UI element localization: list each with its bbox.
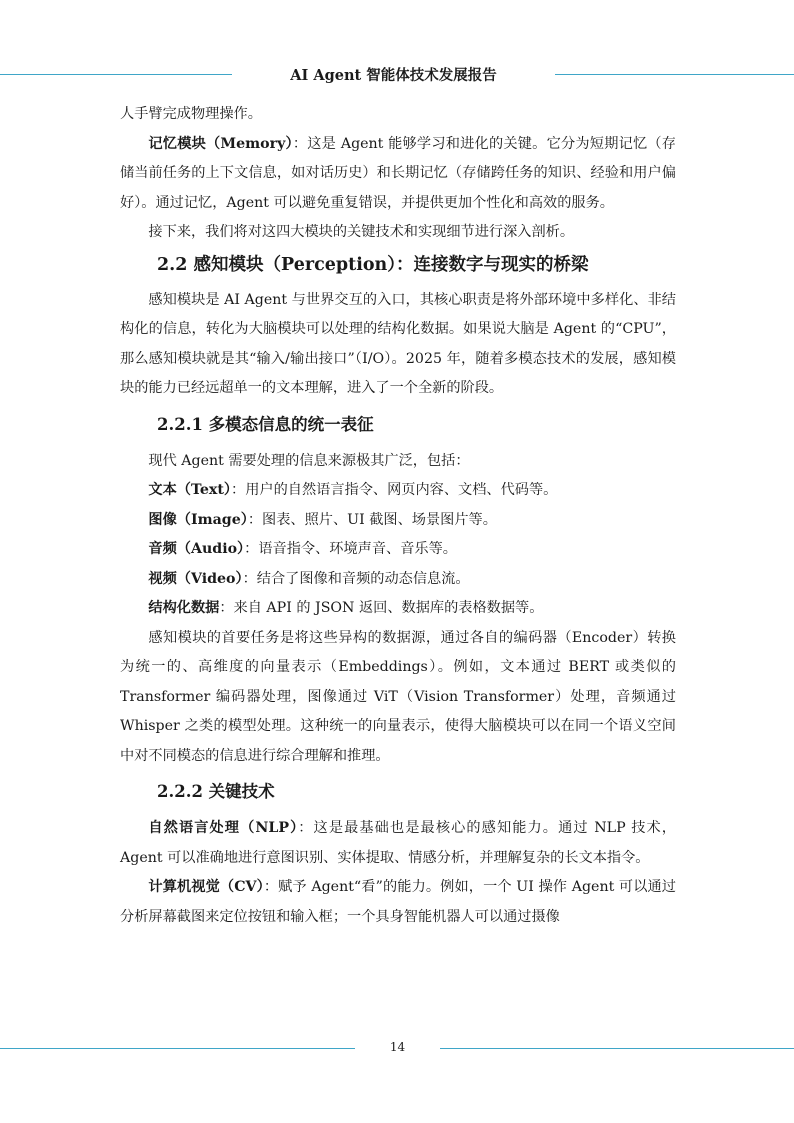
header-rule-left xyxy=(0,74,232,75)
source-item-text xyxy=(120,476,676,506)
perception-intro-paragraph: 感知模块是 AI Agent 与世界交互的入口，其核心职责是将外部环境中多样化、非结构化的信息，转化为大脑模块可以处理的结构化数据。如果说大脑是 Agent 的“CPU”，那么感知模块就是其“输入/输出接口”（I/O）。2025 年，随着多模态技术的发展，感知模块的能力已经远超单一的文本理解，进入了一个全新的阶段。 xyxy=(120,291,676,396)
source-item-image xyxy=(120,506,676,536)
source-desc: ：来自 API 的 JSON 返回、数据库的表格数据等。 xyxy=(219,600,544,616)
header-rule-right xyxy=(555,74,794,75)
subsection-heading-2-2-2: 2.2.2 关键技术 xyxy=(157,782,275,801)
cv-paragraph xyxy=(120,873,676,932)
subsection-heading-2-2-1: 2.2.1 多模态信息的统一表征 xyxy=(157,414,374,434)
source-desc: ：用户的自然语言指令、网页内容、文档、代码等。 xyxy=(231,482,558,498)
running-header-title: AI Agent 智能体技术发展报告 xyxy=(290,67,497,84)
source-desc: ：图表、照片、UI 截图、场景图片等。 xyxy=(247,511,497,528)
source-item-video xyxy=(120,565,676,595)
source-item-structured xyxy=(120,594,676,624)
source-term: 结构化数据 xyxy=(148,600,220,616)
continued-paragraph: 人手臂完成物理操作。 xyxy=(120,106,262,122)
nlp-paragraph xyxy=(120,814,676,873)
source-desc: ：语音指令、环境声音、音乐等。 xyxy=(244,541,457,557)
source-term: 视频（Video） xyxy=(148,570,243,587)
source-term: 图像（Image） xyxy=(148,511,248,528)
page-body xyxy=(120,100,676,932)
transition-paragraph: 接下来，我们将对这四大模块的关键技术和实现细节进行深入剖析。 xyxy=(148,224,575,240)
memory-module-text: ：这是 Agent 能够学习和进化的关键。它分为短期记忆（存储当前任务的上下文信息，如对话历史）和长期记忆（存储跨任务的知识、经验和用户偏好）。通过记忆，Agent 可以避免重复错误，并提供更加个性化和高效的服务。 xyxy=(120,135,676,211)
memory-module-paragraph xyxy=(120,130,676,219)
nlp-text: ：这是最基础也是最核心的感知能力。通过 NLP 技术，Agent 可以准确地进行意图识别、实体提取、情感分析，并理解复杂的长文本指令。 xyxy=(120,820,676,866)
cv-term: 计算机视觉（CV） xyxy=(148,879,264,895)
nlp-term: 自然语言处理（NLP） xyxy=(148,820,299,836)
memory-module-term: 记忆模块（Memory） xyxy=(148,135,293,152)
footer-rule-left xyxy=(0,1048,355,1049)
source-desc: ：结合了图像和音频的动态信息流。 xyxy=(242,570,470,587)
page-number: 14 xyxy=(389,1040,406,1054)
cv-text: ：赋予 Agent“看”的能力。例如，一个 UI 操作 Agent 可以通过分析屏幕截图来定位按钮和输入框；一个具身智能机器人可以通过摄像 xyxy=(120,879,676,925)
section-heading-2-2: 2.2 感知模块（Perception）：连接数字与现实的桥梁 xyxy=(157,254,589,275)
source-item-audio xyxy=(120,535,676,565)
encoder-paragraph: 感知模块的首要任务是将这些异构的数据源，通过各自的编码器（Encoder）转换为统一的、高维度的向量表示（Embeddings）。例如，文本通过 BERT 或类似的 Transformer 编码器处理，图像通过 ViT（Vision Transformer）处理，音频通过 Whisper 之类的模型处理。这种统一的向量表示，使得大脑模块可以在同一个语义空间中对不同模态的信息进行综合理解和推理。 xyxy=(120,629,676,764)
footer-rule-right xyxy=(440,1048,794,1049)
source-term: 文本（Text） xyxy=(148,482,232,498)
source-term: 音频（Audio） xyxy=(148,541,245,557)
sources-intro-paragraph: 现代 Agent 需要处理的信息来源极其广泛，包括： xyxy=(148,452,470,469)
